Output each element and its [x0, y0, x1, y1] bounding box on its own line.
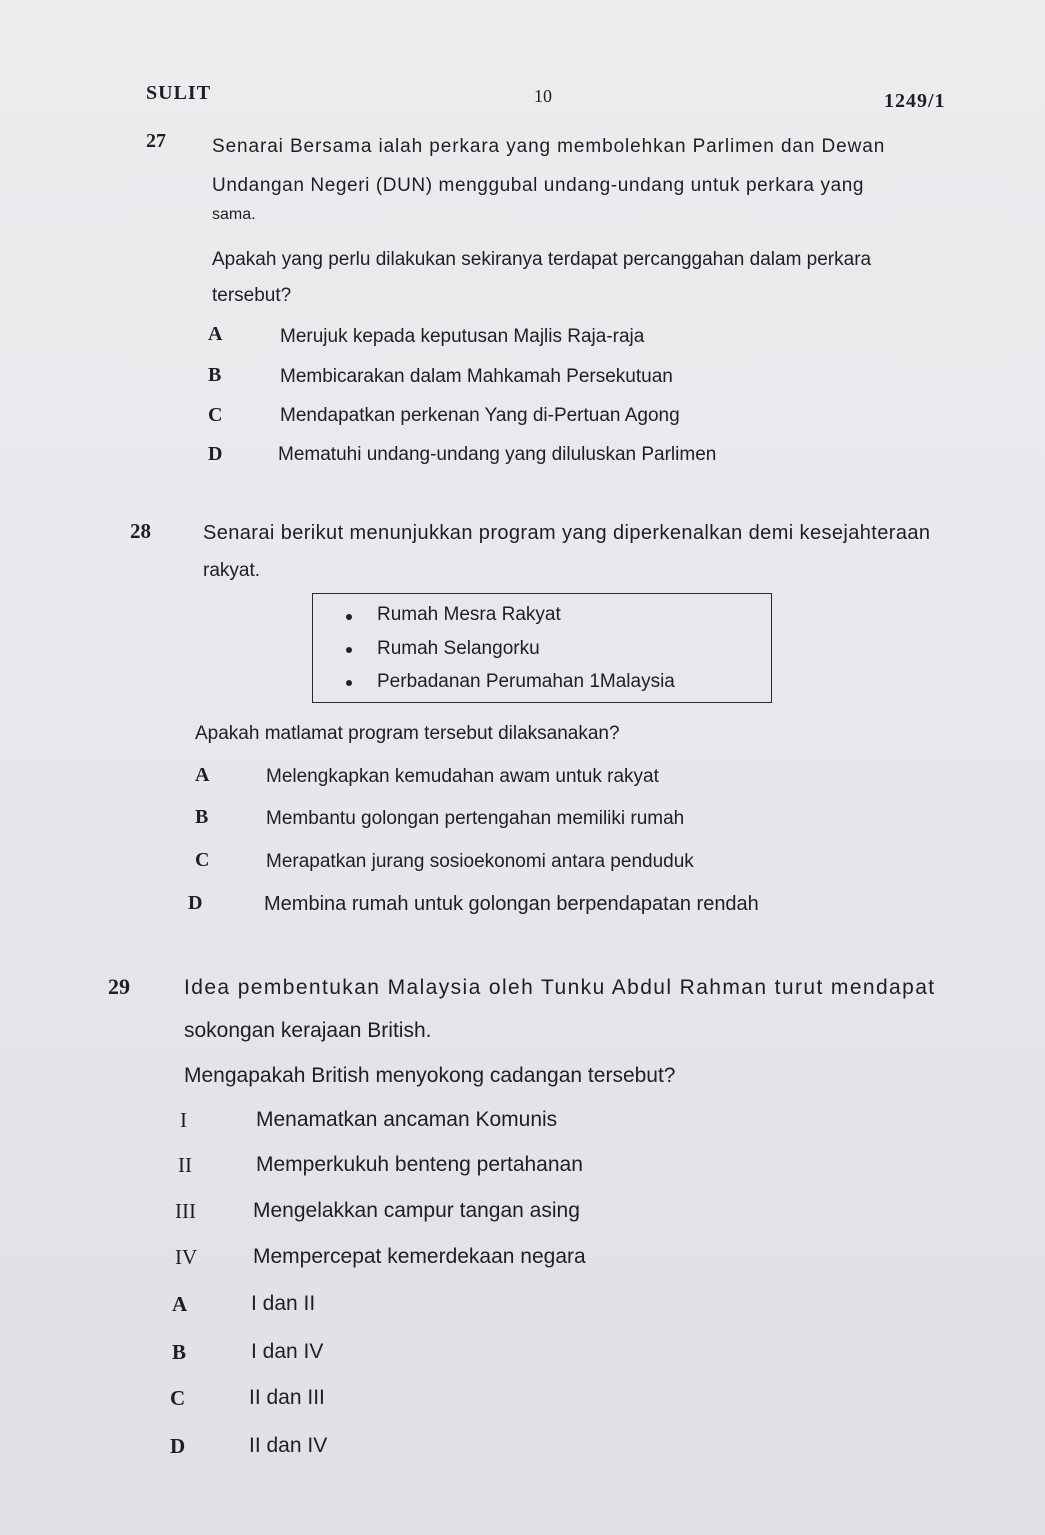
- option-letter-a[interactable]: A: [208, 323, 223, 345]
- statement-text: Memperkukuh benteng pertahanan: [256, 1153, 583, 1176]
- option-letter-d[interactable]: D: [188, 892, 203, 914]
- stem-line: Undangan Negeri (DUN) menggubal undang-undang untuk perkara yang: [212, 175, 865, 196]
- option-b-text[interactable]: Membicarakan dalam Mahkamah Persekutuan: [280, 366, 673, 387]
- program-item: Perbadanan Perumahan 1Malaysia: [377, 671, 675, 692]
- statement-text: Mempercepat kemerdekaan negara: [253, 1245, 586, 1268]
- paper-code: 1249/1: [884, 90, 946, 112]
- option-a-text[interactable]: I dan II: [251, 1292, 316, 1315]
- page-number: 10: [534, 86, 552, 106]
- question-line: Mengapakah British menyokong cadangan tersebut?: [184, 1064, 676, 1087]
- question-line: Apakah yang perlu dilakukan sekiranya terdapat percanggahan dalam perkara: [212, 249, 872, 270]
- statement-text: Menamatkan ancaman Komunis: [256, 1108, 558, 1131]
- option-d-text[interactable]: Membina rumah untuk golongan berpendapatan rendah: [264, 893, 759, 915]
- option-letter-a[interactable]: A: [172, 1292, 188, 1316]
- statement-numeral: IV: [175, 1245, 198, 1269]
- stem-line: Senarai berikut menunjukkan program yang diperkenalkan demi kesejahteraan: [203, 522, 931, 544]
- option-letter-a[interactable]: A: [195, 764, 210, 786]
- option-d-text[interactable]: Mematuhi undang-undang yang diluluskan Parlimen: [278, 444, 717, 465]
- statement-numeral: II: [178, 1153, 192, 1177]
- stem-line: Senarai Bersama ialah perkara yang membolehkan Parlimen dan Dewan: [212, 136, 886, 157]
- bullet-icon: [346, 647, 352, 653]
- option-a-text[interactable]: Merujuk kepada keputusan Majlis Raja-raja: [280, 326, 645, 347]
- option-letter-b[interactable]: B: [195, 806, 209, 828]
- question-line: Apakah matlamat program tersebut dilaksanakan?: [195, 723, 620, 744]
- bullet-icon: [346, 680, 352, 686]
- option-c-text[interactable]: Merapatkan jurang sosioekonomi antara penduduk: [266, 851, 694, 872]
- option-b-text[interactable]: Membantu golongan pertengahan memiliki rumah: [266, 808, 685, 829]
- stem-line: rakyat.: [203, 560, 261, 581]
- statement-numeral: I: [180, 1108, 187, 1132]
- option-a-text[interactable]: Melengkapkan kemudahan awam untuk rakyat: [266, 766, 659, 787]
- header-sulit: SULIT: [146, 82, 212, 104]
- option-d-text[interactable]: II dan IV: [249, 1434, 328, 1457]
- question-number: 29: [108, 974, 130, 999]
- question-number: 27: [146, 130, 166, 152]
- option-letter-c[interactable]: C: [170, 1386, 186, 1410]
- program-item: Rumah Mesra Rakyat: [377, 604, 561, 625]
- program-list-box: [312, 593, 772, 703]
- option-b-text[interactable]: I dan IV: [251, 1340, 324, 1363]
- option-letter-b[interactable]: B: [172, 1340, 187, 1364]
- question-number: 28: [130, 519, 151, 543]
- option-c-text[interactable]: II dan III: [249, 1386, 325, 1409]
- question-line: tersebut?: [212, 285, 292, 306]
- option-c-text[interactable]: Mendapatkan perkenan Yang di-Pertuan Agong: [280, 405, 680, 426]
- option-letter-d[interactable]: D: [170, 1434, 186, 1458]
- option-letter-c[interactable]: C: [195, 849, 210, 871]
- option-letter-b[interactable]: B: [208, 364, 222, 386]
- statement-text: Mengelakkan campur tangan asing: [253, 1199, 580, 1222]
- statement-numeral: III: [175, 1199, 196, 1223]
- program-item: Rumah Selangorku: [377, 638, 540, 659]
- option-letter-d[interactable]: D: [208, 443, 223, 465]
- bullet-icon: [346, 614, 352, 620]
- option-letter-c[interactable]: C: [208, 404, 223, 426]
- stem-line: sama.: [212, 206, 256, 223]
- stem-line: sokongan kerajaan British.: [184, 1019, 432, 1042]
- stem-line: Idea pembentukan Malaysia oleh Tunku Abdul Rahman turut mendapat: [184, 976, 936, 999]
